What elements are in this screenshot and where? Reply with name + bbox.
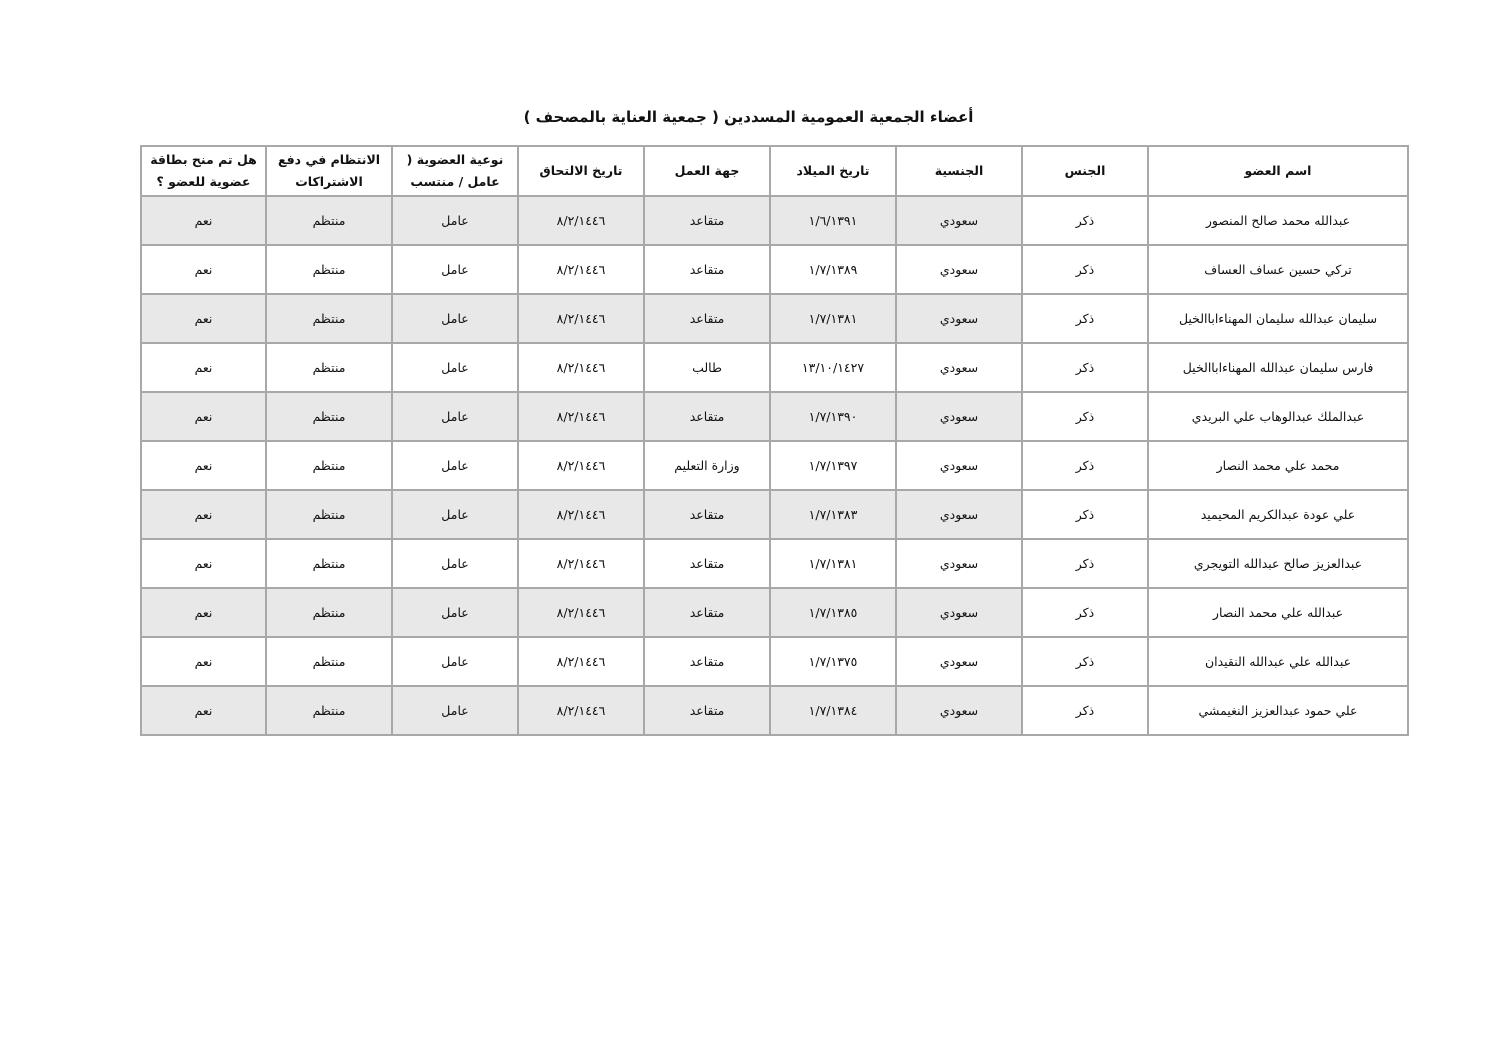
cell-gender: ذكر <box>1022 294 1148 343</box>
cell-member-name: علي حمود عبدالعزيز النغيمشي <box>1148 686 1408 735</box>
cell-member-name: عبدالله محمد صالح المنصور <box>1148 196 1408 245</box>
cell-birth-date: ١/٧/١٣٩٧ <box>770 441 896 490</box>
cell-join-date: ٨/٢/١٤٤٦ <box>518 343 644 392</box>
cell-nationality: سعودي <box>896 686 1022 735</box>
cell-gender: ذكر <box>1022 490 1148 539</box>
cell-join-date: ٨/٢/١٤٤٦ <box>518 245 644 294</box>
cell-employer: متقاعد <box>644 245 770 294</box>
cell-member-name: تركي حسين عساف العساف <box>1148 245 1408 294</box>
header-row <box>141 146 1408 196</box>
table-row <box>141 441 1408 490</box>
cell-membership-type: عامل <box>392 539 518 588</box>
cell-nationality: سعودي <box>896 539 1022 588</box>
cell-birth-date: ١/٧/١٣٨١ <box>770 539 896 588</box>
cell-membership-type: عامل <box>392 294 518 343</box>
cell-join-date: ٨/٢/١٤٤٦ <box>518 686 644 735</box>
cell-card-issued: نعم <box>141 294 266 343</box>
cell-card-issued: نعم <box>141 196 266 245</box>
cell-payment-regularity: منتظم <box>266 637 392 686</box>
cell-birth-date: ١/٧/١٣٨١ <box>770 294 896 343</box>
cell-card-issued: نعم <box>141 637 266 686</box>
cell-membership-type: عامل <box>392 441 518 490</box>
cell-payment-regularity: منتظم <box>266 588 392 637</box>
cell-birth-date: ١/٧/١٣٧٥ <box>770 637 896 686</box>
header-nationality: الجنسية <box>896 146 1022 196</box>
cell-nationality: سعودي <box>896 343 1022 392</box>
cell-join-date: ٨/٢/١٤٤٦ <box>518 588 644 637</box>
cell-membership-type: عامل <box>392 490 518 539</box>
cell-card-issued: نعم <box>141 343 266 392</box>
cell-card-issued: نعم <box>141 392 266 441</box>
cell-membership-type: عامل <box>392 637 518 686</box>
cell-birth-date: ١/٧/١٣٨٥ <box>770 588 896 637</box>
table-row <box>141 196 1408 245</box>
cell-join-date: ٨/٢/١٤٤٦ <box>518 392 644 441</box>
cell-employer: متقاعد <box>644 637 770 686</box>
cell-employer: متقاعد <box>644 392 770 441</box>
cell-nationality: سعودي <box>896 637 1022 686</box>
header-join-date: تاريخ الالتحاق <box>518 146 644 196</box>
cell-member-name: علي عودة عبدالكريم المحيميد <box>1148 490 1408 539</box>
cell-member-name: فارس سليمان عبدالله المهناءاباالخيل <box>1148 343 1408 392</box>
cell-employer: متقاعد <box>644 588 770 637</box>
header-employer: جهة العمل <box>644 146 770 196</box>
cell-join-date: ٨/٢/١٤٤٦ <box>518 294 644 343</box>
cell-nationality: سعودي <box>896 245 1022 294</box>
cell-card-issued: نعم <box>141 539 266 588</box>
table-row <box>141 392 1408 441</box>
cell-payment-regularity: منتظم <box>266 392 392 441</box>
cell-payment-regularity: منتظم <box>266 686 392 735</box>
cell-nationality: سعودي <box>896 294 1022 343</box>
cell-join-date: ٨/٢/١٤٤٦ <box>518 441 644 490</box>
cell-payment-regularity: منتظم <box>266 196 392 245</box>
cell-member-name: عبدالله علي محمد النصار <box>1148 588 1408 637</box>
cell-employer: متقاعد <box>644 196 770 245</box>
cell-gender: ذكر <box>1022 686 1148 735</box>
cell-card-issued: نعم <box>141 686 266 735</box>
cell-membership-type: عامل <box>392 343 518 392</box>
cell-member-name: سليمان عبدالله سليمان المهناءاباالخيل <box>1148 294 1408 343</box>
cell-payment-regularity: منتظم <box>266 343 392 392</box>
cell-nationality: سعودي <box>896 441 1022 490</box>
cell-employer: وزارة التعليم <box>644 441 770 490</box>
page-title: أعضاء الجمعية العمومية المسددين ( جمعية العناية بالمصحف ) <box>523 108 974 126</box>
cell-membership-type: عامل <box>392 392 518 441</box>
cell-birth-date: ١/٧/١٣٨٤ <box>770 686 896 735</box>
cell-gender: ذكر <box>1022 245 1148 294</box>
cell-join-date: ٨/٢/١٤٤٦ <box>518 196 644 245</box>
cell-gender: ذكر <box>1022 196 1148 245</box>
cell-membership-type: عامل <box>392 245 518 294</box>
table-row <box>141 245 1408 294</box>
cell-member-name: عبدالعزيز صالح عبدالله التويجري <box>1148 539 1408 588</box>
cell-join-date: ٨/٢/١٤٤٦ <box>518 539 644 588</box>
cell-join-date: ٨/٢/١٤٤٦ <box>518 490 644 539</box>
cell-employer: متقاعد <box>644 490 770 539</box>
cell-card-issued: نعم <box>141 245 266 294</box>
cell-payment-regularity: منتظم <box>266 539 392 588</box>
cell-birth-date: ١/٧/١٣٨٣ <box>770 490 896 539</box>
members-table <box>140 145 1409 736</box>
table-row <box>141 686 1408 735</box>
table-row <box>141 490 1408 539</box>
header-membership-type: نوعية العضوية ( عامل / منتسب <box>392 146 518 196</box>
cell-birth-date: ١٣/١٠/١٤٢٧ <box>770 343 896 392</box>
cell-payment-regularity: منتظم <box>266 490 392 539</box>
cell-join-date: ٨/٢/١٤٤٦ <box>518 637 644 686</box>
table-row <box>141 343 1408 392</box>
cell-employer: متقاعد <box>644 686 770 735</box>
table-row <box>141 539 1408 588</box>
cell-employer: متقاعد <box>644 294 770 343</box>
cell-payment-regularity: منتظم <box>266 294 392 343</box>
cell-gender: ذكر <box>1022 392 1148 441</box>
header-card-issued: هل تم منح بطاقة عضوية للعضو ؟ <box>141 146 266 196</box>
cell-payment-regularity: منتظم <box>266 441 392 490</box>
cell-payment-regularity: منتظم <box>266 245 392 294</box>
cell-membership-type: عامل <box>392 686 518 735</box>
cell-card-issued: نعم <box>141 441 266 490</box>
cell-employer: متقاعد <box>644 539 770 588</box>
cell-member-name: محمد علي محمد النصار <box>1148 441 1408 490</box>
cell-employer: طالب <box>644 343 770 392</box>
table-row <box>141 637 1408 686</box>
cell-gender: ذكر <box>1022 343 1148 392</box>
cell-nationality: سعودي <box>896 196 1022 245</box>
table-row <box>141 588 1408 637</box>
cell-member-name: عبدالله علي عبدالله النقيدان <box>1148 637 1408 686</box>
cell-birth-date: ١/٦/١٣٩١ <box>770 196 896 245</box>
header-payment-regularity: الانتظام في دفع الاشتراكات <box>266 146 392 196</box>
cell-nationality: سعودي <box>896 588 1022 637</box>
header-birth-date: تاريخ الميلاد <box>770 146 896 196</box>
cell-nationality: سعودي <box>896 392 1022 441</box>
cell-gender: ذكر <box>1022 637 1148 686</box>
cell-gender: ذكر <box>1022 588 1148 637</box>
header-gender: الجنس <box>1022 146 1148 196</box>
cell-membership-type: عامل <box>392 588 518 637</box>
cell-card-issued: نعم <box>141 588 266 637</box>
table-row <box>141 294 1408 343</box>
header-member-name: اسم العضو <box>1148 146 1408 196</box>
cell-birth-date: ١/٧/١٣٩٠ <box>770 392 896 441</box>
cell-membership-type: عامل <box>392 196 518 245</box>
cell-member-name: عبدالملك عبدالوهاب علي البريدي <box>1148 392 1408 441</box>
cell-nationality: سعودي <box>896 490 1022 539</box>
cell-birth-date: ١/٧/١٣٨٩ <box>770 245 896 294</box>
cell-gender: ذكر <box>1022 441 1148 490</box>
cell-card-issued: نعم <box>141 490 266 539</box>
cell-gender: ذكر <box>1022 539 1148 588</box>
